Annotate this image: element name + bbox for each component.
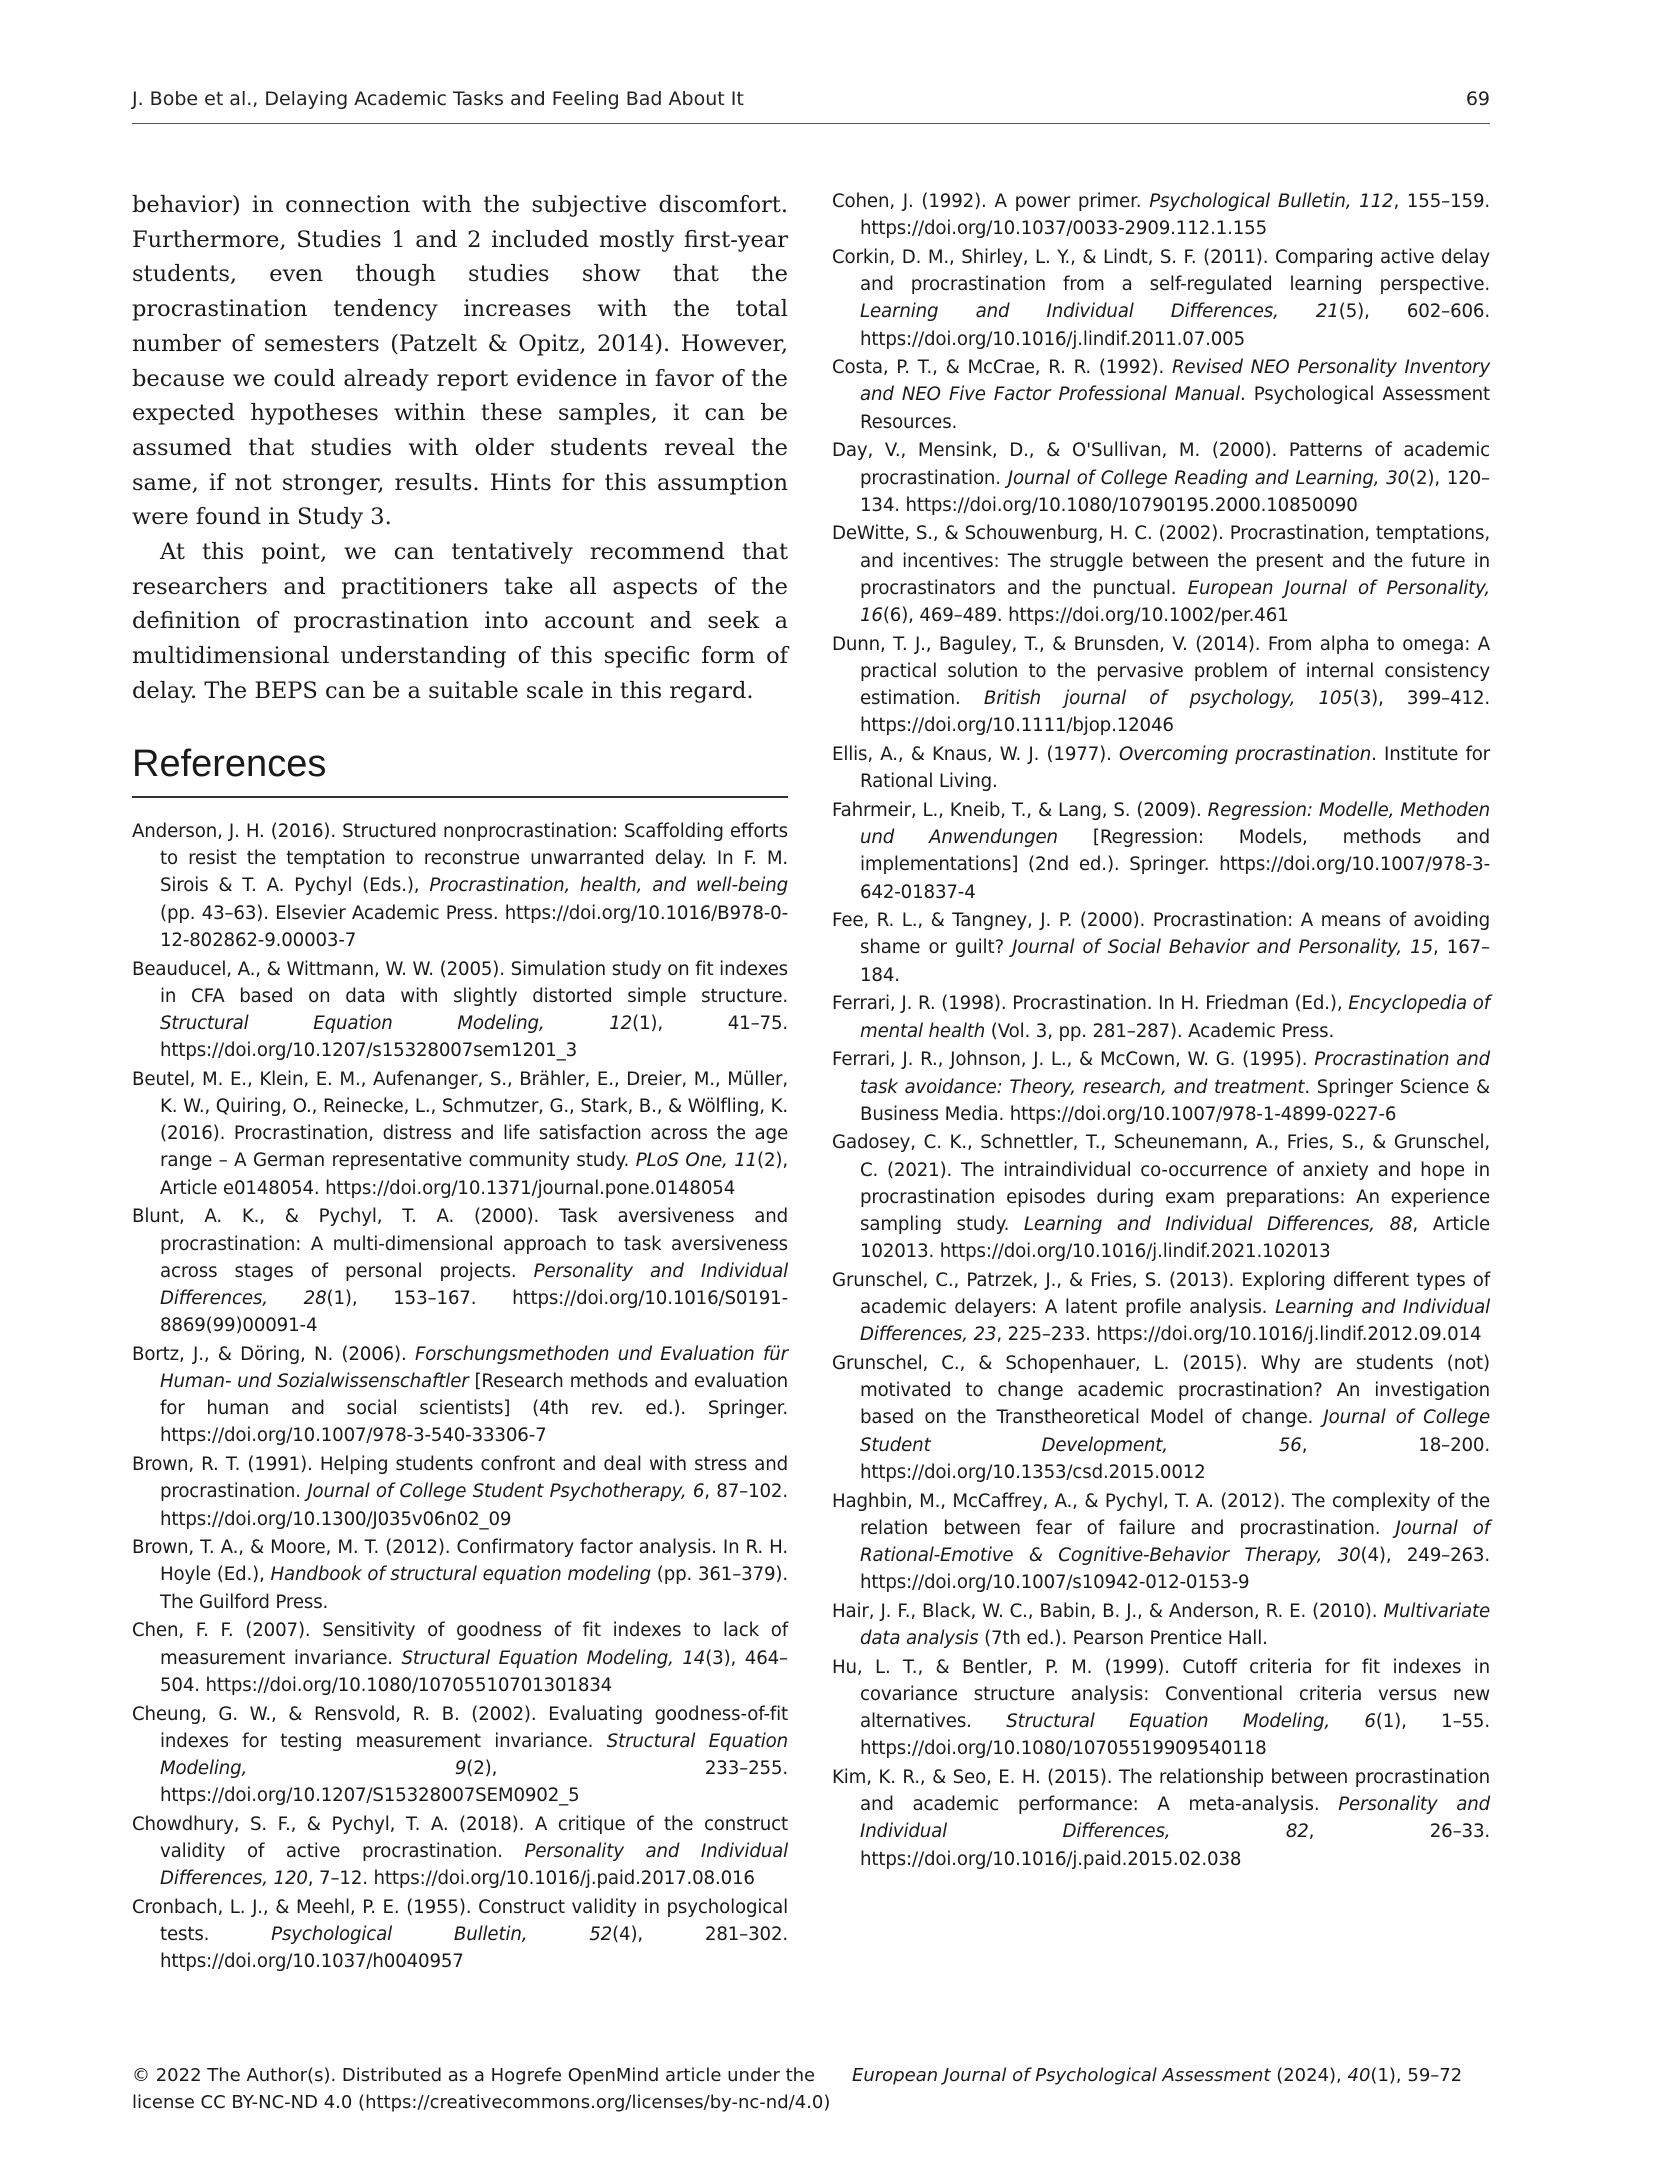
body-column <box>132 188 788 709</box>
reference-text: Hair, J. F., Black, W. C., Babin, B. J., & Anderson, R. E. (2010). <box>832 1600 1384 1622</box>
reference-details: , 167–184. <box>860 937 1490 986</box>
reference-text: Haghbin, M., McCaffrey, A., & Pychyl, T. A. (2012). The complexity of the relation between fear of failure and procrastination. <box>832 1490 1490 1539</box>
reference-text: Day, V., Mensink, D., & O'Sullivan, M. (2000). Patterns of academic procrastination. <box>832 440 1490 489</box>
reference-details: , Article 102013. https://doi.org/10.1016/j.lindif.2021.102013 <box>860 1214 1490 1263</box>
reference-text: Beutel, M. E., Klein, E. M., Aufenanger, S., Brähler, E., Dreier, M., Müller, K. W., Quiring, O., Reinecke, L., Schmutzer, G., Stark, B., & Wölfling, K. (2016). Procrastination, distress and life satisfaction across the age range – A German representative community study. <box>132 1068 788 1172</box>
reference-entry <box>832 990 1490 1044</box>
reference-entry <box>832 1046 1490 1128</box>
reference-text: Cronbach, L. J., & Meehl, P. E. (1955). Construct validity in psychological tests. <box>132 1896 788 1946</box>
reference-source: Personality and Individual Differences, 120 <box>160 1841 788 1890</box>
reference-details: (2), 120–134. https://doi.org/10.1080/10790195.2000.10850090 <box>860 467 1490 516</box>
reference-source: Overcoming procrastination <box>1118 744 1372 766</box>
reference-entry <box>132 818 788 954</box>
reference-entry <box>832 188 1490 242</box>
reference-source: Personality and Individual Differences, 82 <box>860 1794 1490 1843</box>
references-left-column <box>132 818 788 1977</box>
reference-entry <box>832 741 1490 795</box>
reference-entry <box>832 354 1490 436</box>
reference-details: , 26–33. https://doi.org/10.1016/j.paid.2015.02.038 <box>860 1821 1490 1870</box>
reference-details: , 155–159. https://doi.org/10.1037/0033-2909.112.1.155 <box>860 191 1490 240</box>
body-paragraph: behavior) in connection with the subjective discomfort. Furthermore, Studies 1 and 2 included mostly first-year students, even though studies show that the procrastination tendency increases with the total number of semesters (Patzelt & Opitz, 2014). However, because we could already report evidence in favor of the expected hypotheses within these samples, it can be assumed that studies with older students reveal the same, if not stronger, results. Hints for this assumption were found in Study 3. <box>132 192 788 531</box>
reference-details: . Psychological Assessment Resources. <box>860 384 1490 433</box>
page-number: 69 <box>1465 88 1490 110</box>
reference-source: Journal of College Student Psychotherapy, 6 <box>307 1481 705 1503</box>
reference-details: (1), 41–75. https://doi.org/10.1207/s15328007sem1201_3 <box>160 1012 788 1062</box>
reference-details: (3), 464–504. https://doi.org/10.1080/10705510701301834 <box>160 1647 788 1696</box>
reference-text: Chowdhury, S. F., & Pychyl, T. A. (2018). A critique of the construct validity of active procrastination. <box>132 1813 788 1863</box>
reference-source: Psychological Bulletin, 112 <box>1149 191 1394 212</box>
header-rule <box>132 123 1490 124</box>
reference-details: , 225–233. https://doi.org/10.1016/j.lindif.2012.09.014 <box>996 1324 1482 1346</box>
reference-text: DeWitte, S., & Schouwenburg, H. C. (2002). Procrastination, temptations, and incentives: The struggle between the present and the future in procrastinators and the punctual. <box>832 523 1490 599</box>
reference-source: Psychological Bulletin, 52 <box>271 1924 613 1946</box>
reference-entry <box>132 1066 788 1202</box>
reference-entry <box>832 1598 1490 1652</box>
reference-text: Dunn, T. J., Baguley, T., & Brunsden, V. (2014). From alpha to omega: A practical solution to the pervasive problem of internal consistency estimation. <box>832 633 1490 710</box>
reference-text: Brown, R. T. (1991). Helping students confront and deal with stress and procrastination. <box>132 1454 788 1503</box>
reference-details: (3), 399–412. https://doi.org/10.1111/bjop.12046 <box>860 688 1490 737</box>
reference-source: Procrastination, health, and well-being <box>429 875 788 897</box>
reference-details: . Institute for Rational Living. <box>860 744 1490 793</box>
reference-source: Encyclopedia of mental health <box>860 993 1490 1042</box>
reference-text: Brown, T. A., & Moore, M. T. (2012). Confirmatory factor analysis. In R. H. Hoyle (Ed.), <box>132 1537 788 1586</box>
reference-text: Cheung, G. W., & Rensvold, R. B. (2002). Evaluating goodness-of-fit indexes for testing measurement invariance. <box>132 1703 788 1752</box>
journal-volume: 40 <box>1347 2065 1371 2086</box>
reference-details: (5), 602–606. https://doi.org/10.1016/j.lindif.2011.07.005 <box>860 301 1490 350</box>
reference-source: Personality and Individual Differences, 28 <box>160 1260 788 1309</box>
reference-entry <box>832 1654 1490 1763</box>
reference-source: Journal of Rational-Emotive & Cognitive-Behavior Therapy, 30 <box>860 1517 1490 1566</box>
reference-details: , 7–12. https://doi.org/10.1016/j.paid.2017.08.016 <box>307 1868 755 1890</box>
reference-entry <box>832 437 1490 519</box>
reference-text: Blunt, A. K., & Pychyl, T. A. (2000). Task aversiveness and procrastination: A multi-dimensional approach to task aversiveness across stages of personal projects. <box>132 1206 788 1282</box>
reference-entry <box>832 1267 1490 1349</box>
reference-source: British journal of psychology, 105 <box>983 688 1353 710</box>
reference-details: (4), 249–263. https://doi.org/10.1007/s10942-012-0153-9 <box>860 1544 1490 1594</box>
reference-details: (4), 281–302. https://doi.org/10.1037/h0040957 <box>160 1924 788 1973</box>
running-header <box>132 88 1490 122</box>
journal-year: (2024), <box>1270 2065 1348 2086</box>
reference-details: (1), 153–167. https://doi.org/10.1016/S0191-8869(99)00091-4 <box>160 1287 788 1337</box>
reference-details: (2), Article e0148054. https://doi.org/10.1371/journal.pone.0148054 <box>160 1150 788 1199</box>
reference-details: (2), 233–255. https://doi.org/10.1207/S15328007SEM0902_5 <box>160 1757 788 1807</box>
reference-source: European Journal of Personality, 16 <box>860 577 1490 627</box>
reference-entry <box>132 1617 788 1699</box>
reference-source: Structural Equation Modeling, 6 <box>1006 1711 1376 1733</box>
reference-text: Anderson, J. H. (2016). Structured nonprocrastination: Scaffolding efforts to resist the temptation to reconstrue unwarranted delay. In F. M. Sirois & T. A. Pychyl (Eds.), <box>132 821 788 897</box>
reference-details: , 18–200. https://doi.org/10.1353/csd.2015.0012 <box>860 1434 1490 1483</box>
reference-source: Forschungsmethoden und Evaluation für Human- und Sozialwissenschaftler <box>160 1343 788 1393</box>
license-statement: © 2022 The Author(s). Distributed as a Hogrefe OpenMind article under the license CC BY-NC-ND 4.0 (https://creativecommons.org/licenses/by-nc-nd/4.0) <box>132 2065 831 2113</box>
journal-citation <box>852 2062 1462 2089</box>
reference-text: Grunschel, C., & Schopenhauer, L. (2015). Why are students (not) motivated to change academic procrastination? An investigation based on the Transtheoretical Model of change. <box>832 1353 1490 1429</box>
reference-entry <box>832 244 1490 353</box>
running-title: J. Bobe et al., Delaying Academic Tasks and Feeling Bad About It <box>132 88 744 110</box>
reference-details: (6), 469–489. https://doi.org/10.1002/per.461 <box>882 605 1289 627</box>
reference-entry <box>132 1203 788 1339</box>
reference-source: Learning and Individual Differences, 21 <box>860 301 1339 323</box>
reference-text: Ellis, A., & Knaus, W. J. (1977). <box>832 744 1119 766</box>
journal-issue-pages: (1), 59–72 <box>1370 2065 1463 2086</box>
reference-details: (1), 1–55. https://doi.org/10.1080/10705519909540118 <box>860 1711 1490 1760</box>
reference-entry <box>132 1811 788 1893</box>
reference-text: Bortz, J., & Döring, N. (2006). <box>132 1343 415 1365</box>
reference-details: [Research methods and evaluation for human and social scientists] (4th rev. ed.). Springer. https://doi.org/10.1007/978-3-540-33306-7 <box>160 1371 788 1447</box>
reference-source: PLoS One, 11 <box>635 1150 758 1172</box>
references-heading: References <box>132 742 788 798</box>
reference-entry <box>832 1764 1490 1873</box>
reference-source: Structural Equation Modeling, 12 <box>160 1012 633 1034</box>
reference-source: Learning and Individual Differences, 88 <box>1023 1214 1413 1236</box>
references-right-column <box>832 188 1490 1874</box>
reference-text: Fee, R. L., & Tangney, J. P. (2000). Procrastination: A means of avoiding shame or guilt? <box>832 910 1490 959</box>
journal-name: European Journal of Psychological Assessment <box>852 2065 1271 2086</box>
reference-entry <box>832 1129 1490 1265</box>
reference-entry <box>132 1894 788 1976</box>
reference-details: [Regression: Models, methods and implementations] (2nd ed.). Springer. https://doi.org/10.1007/978-3-642-01837-4 <box>860 827 1490 903</box>
reference-entry <box>832 907 1490 989</box>
body-paragraph: At this point, we can tentatively recommend that researchers and practitioners take all aspects of the definition of procrastination into account and seek a multidimensional understanding of this specific form of delay. The BEPS can be a suitable scale in this regard. <box>132 539 788 704</box>
reference-text: Corkin, D. M., Shirley, L. Y., & Lindt, S. F. (2011). Comparing active delay and procrastination from a self-regulated learning perspective. <box>832 246 1490 296</box>
reference-entry <box>132 1341 788 1450</box>
reference-details: , 87–102. https://doi.org/10.1300/J035v06n02_09 <box>160 1481 788 1530</box>
reference-text: Cohen, J. (1992). A power primer. <box>832 191 1150 212</box>
reference-text: Fahrmeir, L., Kneib, T., & Lang, S. (2009). <box>832 799 1208 821</box>
reference-source: Procrastination and task avoidance: Theory, research, and treatment <box>860 1049 1491 1098</box>
reference-entry <box>132 1534 788 1616</box>
reference-text: Hu, L. T., & Bentler, P. M. (1999). Cutoff criteria for fit indexes in covariance structure analysis: Conventional criteria versus new alternatives. <box>832 1656 1490 1733</box>
reference-details: . Springer Science & Business Media. https://doi.org/10.1007/978-1-4899-0227-6 <box>860 1076 1490 1125</box>
reference-source: Handbook of structural equation modeling <box>270 1564 651 1586</box>
reference-source: Structural Equation Modeling, 14 <box>401 1647 706 1669</box>
reference-source: Revised NEO Personality Inventory and NEO Five Factor Professional Manual <box>860 357 1490 406</box>
reference-entry <box>832 1488 1490 1597</box>
reference-source: Structural Equation Modeling, 9 <box>160 1730 788 1779</box>
reference-details: (pp. 43–63). Elsevier Academic Press. https://doi.org/10.1016/B978-0-12-802862-9.00003-7 <box>160 902 788 951</box>
reference-entry <box>832 520 1490 629</box>
reference-entry <box>832 631 1490 740</box>
reference-source: Journal of College Student Development, 56 <box>860 1407 1490 1456</box>
reference-entry <box>132 1451 788 1533</box>
reference-entry <box>132 956 788 1065</box>
reference-entry <box>132 1701 788 1810</box>
reference-text: Chen, F. F. (2007). Sensitivity of goodness of fit indexes to lack of measurement invariance. <box>132 1620 788 1669</box>
reference-details: (pp. 361–379). The Guilford Press. <box>160 1564 788 1613</box>
reference-source: Regression: Modelle, Methoden und Anwendungen <box>860 799 1490 849</box>
reference-details: (Vol. 3, pp. 281–287). Academic Press. <box>985 1020 1335 1042</box>
reference-text: Ferrari, J. R., Johnson, J. L., & McCown, W. G. (1995). <box>832 1049 1315 1071</box>
reference-entry <box>832 1350 1490 1486</box>
reference-entry <box>832 797 1490 906</box>
reference-text: Costa, P. T., & McCrae, R. R. (1992). <box>832 357 1172 379</box>
reference-source: Multivariate data analysis <box>860 1600 1490 1650</box>
reference-details: (7th ed.). Pearson Prentice Hall. <box>978 1628 1268 1650</box>
reference-text: Grunschel, C., Patrzek, J., & Fries, S. (2013). Exploring different types of academic delayers: A latent profile analysis. <box>832 1269 1490 1319</box>
reference-text: Beauducel, A., & Wittmann, W. W. (2005). Simulation study on fit indexes in CFA based on data with slightly distorted simple structure. <box>132 958 788 1007</box>
reference-source: Journal of Social Behavior and Personality, 15 <box>1012 937 1433 959</box>
reference-source: Journal of College Reading and Learning, 30 <box>1007 467 1410 489</box>
reference-text: Gadosey, C. K., Schnettler, T., Scheunemann, A., Fries, S., & Grunschel, C. (2021). The intraindividual co-occurrence of anxiety and hope in procrastination episodes during exam preparations: An experience sampling study. <box>832 1132 1490 1236</box>
reference-source: Learning and Individual Differences, 23 <box>860 1297 1490 1346</box>
reference-text: Ferrari, J. R. (1998). Procrastination. In H. Friedman (Ed.), <box>832 993 1349 1015</box>
reference-text: Kim, K. R., & Seo, E. H. (2015). The relationship between procrastination and academic performance: A meta-analysis. <box>832 1767 1490 1816</box>
